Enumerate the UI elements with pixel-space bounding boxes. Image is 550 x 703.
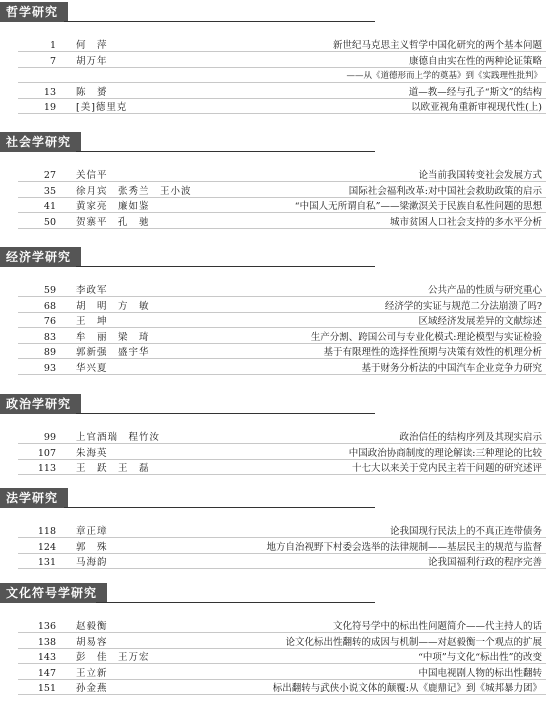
toc-entry[interactable]: [0, 86, 550, 99]
entry-author: 贺寨平 孔 驰: [76, 216, 150, 228]
section-rule: [76, 151, 375, 152]
entry-page-number: 1: [49, 40, 56, 51]
entry-title: 十七大以来关于党内民主若干问题的研究述评: [351, 463, 542, 474]
entry-underline: [18, 51, 546, 52]
entry-underline: [18, 327, 546, 328]
entry-page-number: 50: [43, 216, 56, 228]
entry-underline: [18, 553, 546, 554]
section-title: 经济学研究: [0, 247, 81, 267]
entry-subtitle-line[interactable]: [0, 70, 550, 83]
section-title: 法学研究: [0, 488, 68, 508]
entry-underline: [18, 181, 546, 182]
entry-author: [美]德里克: [76, 102, 128, 113]
entry-author: 赵毅衡: [76, 621, 108, 632]
entry-title: 道—教—经与孔子“斯文”的结构: [408, 86, 542, 98]
entry-page-number: 68: [43, 300, 56, 312]
toc-entry[interactable]: [0, 101, 550, 114]
entry-page-number: 19: [43, 102, 56, 113]
section-heading: [0, 583, 550, 603]
section-rule: [64, 507, 375, 508]
entry-title: 标出翻转与武侠小说文体的颠覆:从《鹿鼎记》到《城邦暴力团》: [272, 683, 542, 694]
entry-title: ——从《道德形而上学的奠基》到《实践理性批判》: [346, 71, 542, 81]
toc-entry[interactable]: [0, 447, 550, 460]
entry-page-number: 147: [37, 667, 56, 679]
entry-page-number: 59: [43, 285, 56, 296]
entry-author: 上官酒瑞 程竹汝: [76, 432, 161, 443]
toc-entry[interactable]: [0, 462, 550, 475]
entry-underline: [18, 632, 546, 633]
entry-author: 孙金燕: [76, 683, 108, 694]
section-heading: [0, 2, 550, 22]
entry-underline: [18, 474, 546, 475]
toc-entry[interactable]: [0, 556, 550, 569]
entry-page-number: 131: [37, 557, 56, 568]
section-rule: [96, 602, 375, 603]
toc-section: [0, 247, 550, 374]
section-heading: [0, 247, 550, 267]
entry-page-number: 83: [43, 331, 56, 343]
entry-page-number: 41: [43, 201, 56, 212]
section-title: 文化符号学研究: [0, 583, 107, 603]
entry-author: 郭 殊: [76, 541, 108, 553]
entry-underline: [18, 358, 546, 359]
entry-page-number: 107: [37, 447, 56, 459]
entry-author: 郭新强 盛宇华: [76, 347, 150, 358]
entry-page-number: 136: [37, 621, 56, 632]
entry-author: 王立新: [76, 667, 108, 679]
toc-entry[interactable]: [0, 667, 550, 680]
entry-author: 关信平: [76, 170, 108, 181]
toc-entry[interactable]: [0, 682, 550, 695]
entry-title: 政治信任的结构序列及其现实启示: [399, 432, 542, 443]
entry-title: “中项”与文化“标出性”的改变: [418, 652, 542, 663]
entry-author: 胡易容: [76, 636, 108, 648]
entry-author: 何 萍: [76, 40, 108, 51]
toc-entry[interactable]: [0, 185, 550, 198]
toc-entry[interactable]: [0, 362, 550, 375]
entry-title: 基于财务分析法的中国汽车企业竞争力研究: [361, 362, 542, 374]
entry-title: 论文化标出性翻转的成因与机制——对赵毅衡一个观点的扩展: [285, 636, 542, 648]
toc-entry[interactable]: [0, 651, 550, 664]
entry-title: 经济学的实证与规范二分法崩溃了吗?: [384, 300, 542, 312]
entry-author: 李政军: [76, 285, 108, 296]
toc-section: [0, 488, 550, 568]
entry-underline: [18, 312, 546, 313]
entry-title: 中国政治协商制度的理论解读:三种理论的比较: [348, 447, 542, 459]
entry-underline: [18, 648, 546, 649]
section-rule: [64, 21, 375, 22]
entry-author: 王 坤: [76, 316, 108, 327]
entry-title: 论我国福利行政的程序完善: [427, 557, 542, 568]
entry-author: 胡万年: [76, 55, 108, 67]
entry-page-number: 151: [37, 683, 56, 694]
entry-title: 新世纪马克思主义哲学中国化研究的两个基本问题: [332, 40, 542, 51]
section-title: 哲学研究: [0, 2, 68, 22]
entry-title: 地方自治视野下村委会选举的法律规制——基层民主的规范与监督: [266, 541, 542, 553]
entry-title: 论当前我国转变社会发展方式: [418, 170, 542, 181]
toc-section: [0, 132, 550, 228]
entry-author: 王 跃 王 磊: [76, 463, 150, 474]
toc-entry[interactable]: [0, 284, 550, 297]
entry-underline: [18, 537, 546, 538]
entry-underline: [18, 98, 546, 99]
entry-underline: [18, 212, 546, 213]
entry-underline: [18, 113, 546, 114]
toc-section: [0, 2, 550, 113]
toc-entry[interactable]: [0, 200, 550, 213]
entry-page-number: 7: [49, 55, 56, 67]
toc-entry[interactable]: [0, 216, 550, 229]
entry-author: 陈 赟: [76, 86, 108, 98]
section-title: 政治学研究: [0, 394, 81, 414]
entry-page-number: 113: [37, 463, 56, 474]
entry-underline: [18, 459, 546, 460]
entry-page-number: 118: [37, 526, 56, 537]
entry-title: 康德自由实在性的两种论证策略: [408, 55, 542, 67]
toc-entry[interactable]: [0, 541, 550, 554]
entry-underline: [18, 663, 546, 664]
entry-page-number: 13: [43, 86, 56, 98]
entry-underline: [18, 296, 546, 297]
entry-title: 以欧亚视角重新审视现代性(上): [411, 102, 542, 113]
entry-page-number: 89: [43, 347, 56, 358]
entry-page-number: 93: [43, 362, 56, 374]
entry-title: 论我国现行民法上的不真正连带债务: [389, 526, 542, 537]
entry-title: 文化符号学中的标出性问题简介——代主持人的话: [332, 621, 542, 632]
entry-title: 国际社会福利改革:对中国社会救助政策的启示: [348, 185, 542, 197]
section-title: 社会学研究: [0, 132, 81, 152]
entry-author: 马海韵: [76, 557, 108, 568]
entry-title: 区域经济发展差异的文献综述: [418, 316, 542, 327]
entry-underline: [18, 197, 546, 198]
toc-entry[interactable]: [0, 39, 550, 52]
toc-entry[interactable]: [0, 55, 550, 68]
toc-entry[interactable]: [0, 169, 550, 182]
entry-author: 朱海英: [76, 447, 108, 459]
toc-entry[interactable]: [0, 620, 550, 633]
entry-page-number: 27: [43, 170, 56, 181]
entry-author: 黄家亮 廉如鉴: [76, 201, 150, 212]
toc-entry[interactable]: [0, 525, 550, 538]
toc-entry[interactable]: [0, 315, 550, 328]
entry-author: 华兴夏: [76, 362, 108, 374]
entry-page-number: 143: [37, 652, 56, 663]
entry-page-number: 76: [43, 316, 56, 327]
entry-underline: [18, 374, 546, 375]
entry-title: “中国人无所谓自私”——梁漱溟关于民族自私性问题的思想: [294, 201, 542, 212]
entry-title: 公共产品的性质与研究重心: [427, 285, 542, 296]
entry-underline: [18, 228, 546, 229]
toc-entry[interactable]: [0, 431, 550, 444]
entry-title: 生产分割、跨国公司与专业化模式:理论模型与实证检验: [310, 331, 542, 343]
entry-page-number: 124: [37, 541, 56, 553]
section-rule: [76, 266, 375, 267]
toc-entry[interactable]: [0, 346, 550, 359]
entry-underline: [18, 343, 546, 344]
section-heading: [0, 488, 550, 508]
entry-page-number: 138: [37, 636, 56, 648]
entry-title: 基于有限理性的选择性预期与决策有效性的机理分析: [323, 347, 542, 358]
entry-page-number: 35: [43, 185, 56, 197]
entry-underline: [18, 67, 546, 68]
entry-author: 牟 丽 梁 琦: [76, 331, 150, 343]
toc-entry[interactable]: [0, 636, 550, 649]
entry-underline: [18, 679, 546, 680]
entry-underline: [18, 443, 546, 444]
entry-author: 胡 明 方 敏: [76, 300, 150, 312]
entry-page-number: 99: [43, 432, 56, 443]
toc-section: [0, 394, 550, 474]
entry-author: 彭 佳 王万宏: [76, 652, 150, 663]
entry-author: 章正璋: [76, 526, 108, 537]
entry-underline: [18, 568, 546, 569]
section-heading: [0, 394, 550, 414]
section-heading: [0, 132, 550, 152]
entry-title: 城市贫困人口社会支持的多水平分析: [389, 216, 542, 228]
entry-underline: [18, 82, 546, 83]
entry-title: 中国电视剧人物的标出性翻转: [418, 667, 542, 679]
entry-author: 徐月宾 张秀兰 王小波: [76, 185, 192, 197]
toc-section: [0, 583, 550, 694]
section-rule: [76, 413, 375, 414]
toc-entry[interactable]: [0, 331, 550, 344]
entry-underline: [18, 694, 546, 695]
toc-entry[interactable]: [0, 300, 550, 313]
